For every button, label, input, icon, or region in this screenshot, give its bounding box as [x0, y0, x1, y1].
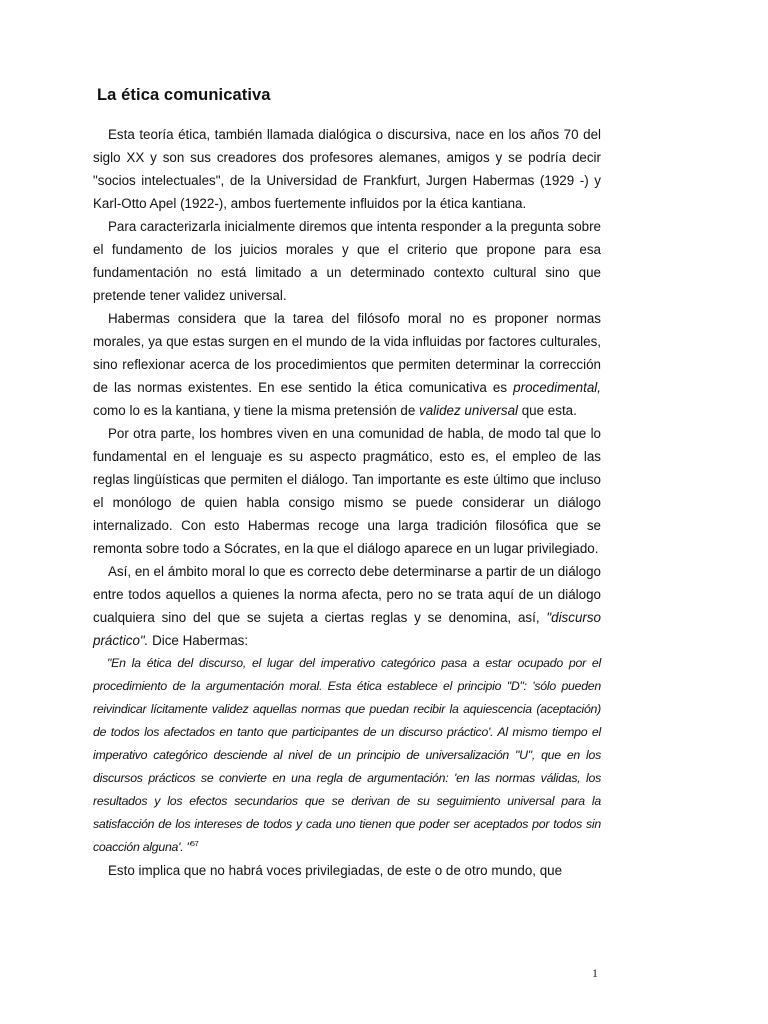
paragraph-5: [93, 560, 601, 652]
page-title: La ética comunicativa: [97, 86, 271, 104]
text-run: Esta teoría ética, también llamada dialógica o discursiva, nace en los años 70 del siglo XX y son sus creadores dos profesores alemanes, amigos y se podría decir "socios intelectuales", de la Universidad de Frankfurt, Jurgen Habermas (1929 -) y Karl-Otto Apel (1922-), ambos fuertemente influidos por la ética kantiana.: [93, 127, 601, 211]
footnote-reference[interactable]: 57: [190, 838, 199, 848]
text-run: que esta.: [518, 403, 577, 418]
emphasized-text: validez universal: [419, 403, 519, 418]
text-run: Así, en el ámbito moral lo que es correcto debe determinarse a partir de un diálogo entre todos aquellos a quienes la norma afecta, pero no se trata aquí de un diálogo cualquiera sino del que se sujeta a ciertas reglas y se denomina, así,: [93, 564, 601, 625]
paragraph-4: [93, 422, 601, 560]
paragraph-6: Esto implica que no habrá voces privilegiadas, de este o de otro mundo, que: [108, 863, 563, 878]
page-number: 1: [592, 966, 598, 980]
text-run: Para caracterizarla inicialmente diremos que intenta responder a la pregunta sobre el fundamento de los juicios morales y que el criterio que propone para esa fundamentación no está limitado a un determinado contexto cultural sino que pretende tener validez universal.: [93, 219, 601, 303]
quote-text: "En la ética del discurso, el lugar del imperativo categórico pasa a estar ocupado por el procedimiento de la argumentación moral. Esta ética establece el principio "D": 'sólo pueden reivindicar lícitamente validez aquellas normas que puedan recibir la aquiescencia (aceptación) de todos los afectados en tanto que participantes de un discurso práctico'. Al mismo tiempo el imperativo categórico desciende al nivel de un principio de universalización "U", que en los discursos prácticos se convierte en una regla de argumentación: 'en las normas válidas, los resultados y los efectos secundarios que se derivan de su seguimiento universal para la satisfacción de los intereses de todos y cada uno tienen que poder ser aceptados por todos sin coacción alguna'. ": [93, 656, 601, 854]
body-text: [93, 123, 601, 882]
paragraph-3: [93, 307, 601, 422]
text-run: Por otra parte, los hombres viven en una comunidad de habla, de modo tal que lo fundamental en el lenguaje es su aspecto pragmático, esto es, el empleo de las reglas lingüísticas que permiten el diálogo. Tan importante es este último que incluso el monólogo de quien habla consigo mismo se puede considerar un diálogo internalizado. Con esto Habermas recoge una larga tradición filosófica que se remonta sobre todo a Sócrates, en la que el diálogo aparece en un lugar privilegiado.: [93, 426, 601, 556]
text-run: Dice Habermas:: [148, 633, 249, 648]
paragraph-1: [93, 123, 601, 215]
paragraph-2: [93, 215, 601, 307]
habermas-quote: [93, 652, 601, 859]
emphasized-text: "discurso práctico".: [93, 610, 601, 648]
text-run: Habermas considera que la tarea del filósofo moral no es proponer normas morales, ya que estas surgen en el mundo de la vida influidas por factores culturales, sino reflexionar acerca de los procedimientos que permiten determinar la corrección de las normas existentes. En ese sentido la ética comunicativa es: [93, 311, 601, 395]
emphasized-text: procedimental,: [513, 380, 601, 395]
text-run: como lo es la kantiana, y tiene la misma pretensión de: [93, 403, 420, 418]
